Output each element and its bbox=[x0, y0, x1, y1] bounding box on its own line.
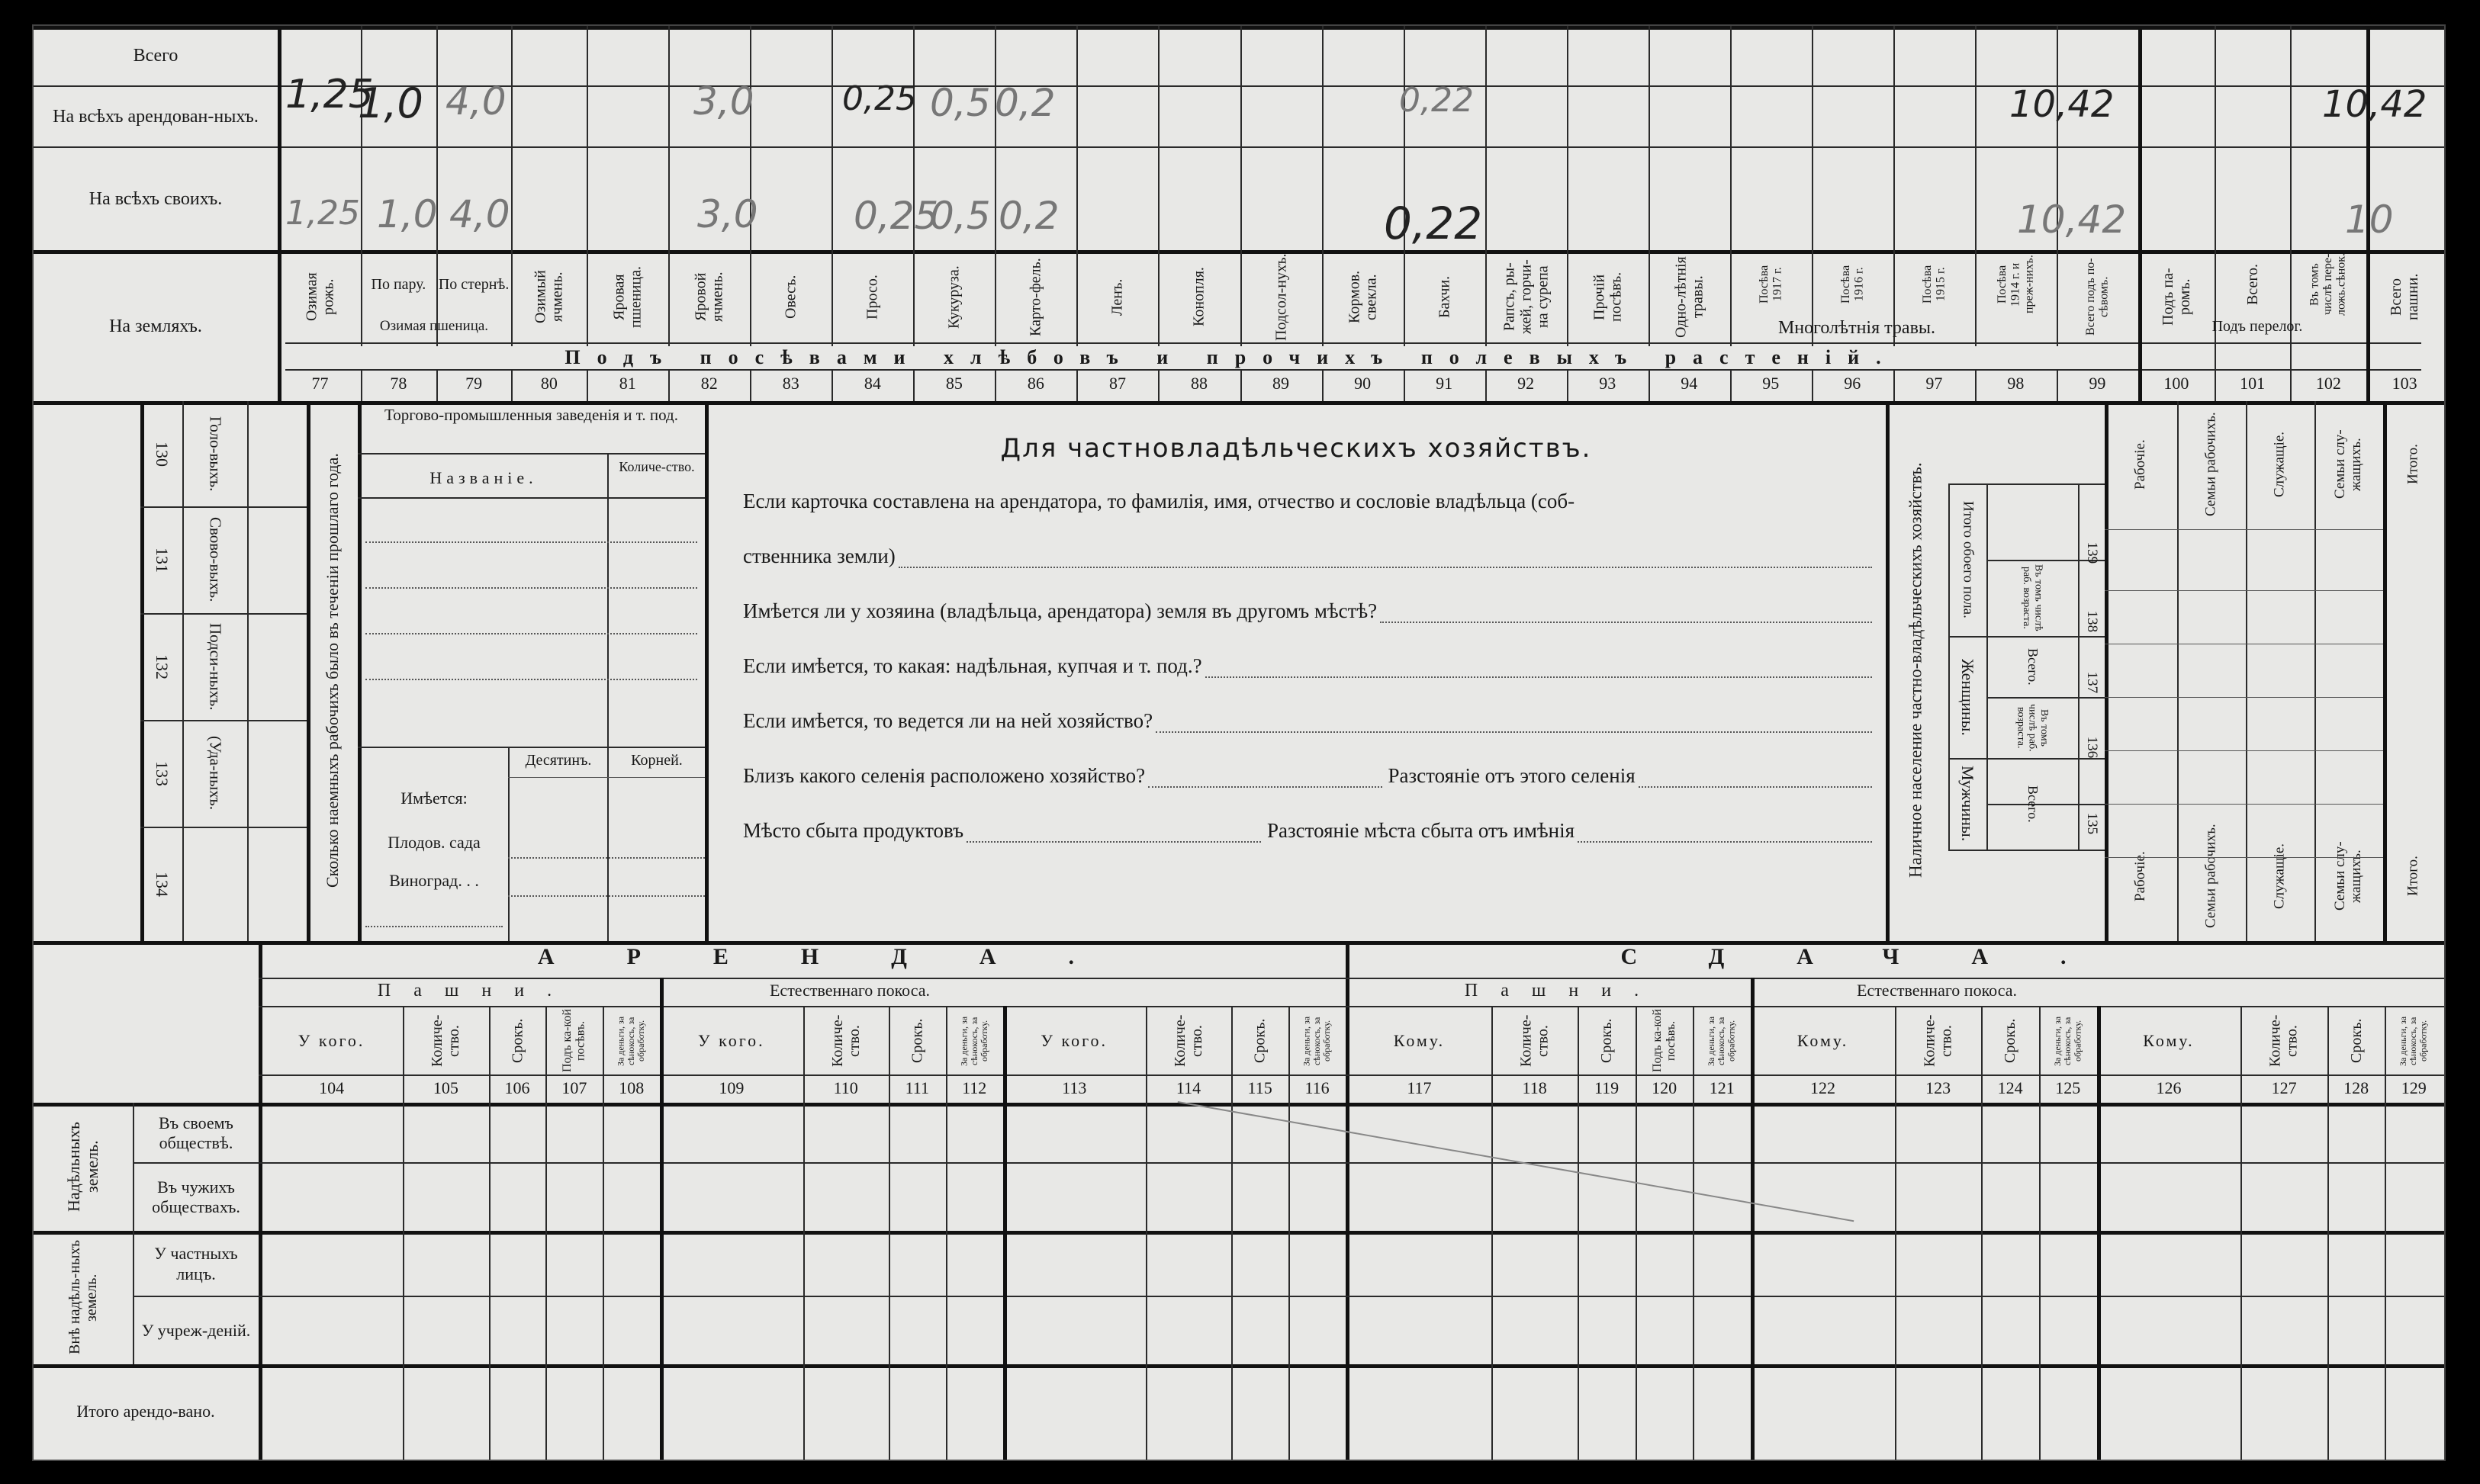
col-139: 139 bbox=[2083, 541, 2100, 564]
hand-total-77: 1,25 bbox=[285, 72, 374, 117]
lease-col-label-117: Кому. bbox=[1393, 1030, 1446, 1050]
top-col-label-89: Подсол-нухъ. bbox=[1272, 253, 1290, 341]
hand-own-84: 0,25 bbox=[854, 194, 939, 238]
lease-col-number-126: 126 bbox=[2156, 1078, 2182, 1097]
top-col-number-89: 89 bbox=[1272, 374, 1290, 393]
row-label-own: На всѣхъ своихъ. bbox=[88, 188, 223, 209]
top-col-number-86: 86 bbox=[1027, 374, 1044, 393]
men-total: Всего. bbox=[2025, 785, 2041, 823]
top-col-number-82: 82 bbox=[700, 374, 718, 393]
top-col-divider bbox=[1975, 26, 1977, 401]
group-winter-wheat: Озимая пшеница. bbox=[379, 318, 489, 334]
count-col-number-131: 131 bbox=[153, 547, 172, 573]
hand-total-84: 0,25 bbox=[842, 79, 917, 118]
lease-col-label-126: Кому. bbox=[2143, 1030, 2195, 1050]
arenda-banner: АРЕНДА. bbox=[537, 944, 1147, 969]
sdacha-banner: СДАЧА. bbox=[1620, 944, 2139, 969]
women-total: Всего. bbox=[2025, 647, 2041, 686]
lease-col-divider bbox=[1146, 1006, 1147, 1460]
trade-title: Торгово-промышленныя заведенія и т. под. bbox=[384, 406, 678, 424]
top-col-divider bbox=[1240, 26, 1242, 401]
top-col-divider bbox=[1812, 26, 1813, 401]
lease-col-label-107: Подъ ка-кой посѣвъ. bbox=[561, 1009, 587, 1073]
lease-col-label-110: Количе-ство. bbox=[828, 1014, 863, 1068]
top-col-label-94: Одно-лѣтнія травы. bbox=[1672, 256, 1706, 338]
top-col-number-83: 83 bbox=[782, 374, 799, 393]
lease-col-number-129: 129 bbox=[2401, 1078, 2427, 1097]
top-col-number-79: 79 bbox=[465, 374, 483, 393]
lease-col-label-123: Количе-ство. bbox=[1921, 1014, 1955, 1068]
lease-col-number-121: 121 bbox=[1709, 1078, 1735, 1097]
top-col-label-87: Ленъ. bbox=[1108, 278, 1126, 316]
lease-col-divider bbox=[1636, 1006, 1637, 1460]
census-card-sheet bbox=[32, 24, 2446, 1461]
top-col-number-94: 94 bbox=[1681, 374, 1698, 393]
staff-col-top-2: Служащіе. bbox=[2271, 431, 2288, 498]
lease-col-label-108: За деньги, за сѣнокосъ, за обработку. bbox=[616, 1016, 647, 1066]
top-col-number-88: 88 bbox=[1190, 374, 1208, 393]
lease-col-divider bbox=[545, 1006, 547, 1460]
hand-own-78: 1,0 bbox=[377, 192, 438, 236]
top-col-divider bbox=[587, 26, 588, 401]
top-col-label-77: Озимая рожь. bbox=[303, 272, 337, 322]
row-label-lands: На земляхъ. bbox=[109, 316, 202, 336]
private-holdings-title: Для частновладѣльческихъ хозяйствъ. bbox=[1000, 433, 1592, 464]
hand-total-78: 1,0 bbox=[358, 79, 423, 127]
top-col-label-85: Кукуруза. bbox=[945, 265, 963, 329]
lease-col-number-113: 113 bbox=[1062, 1078, 1087, 1097]
staff-col-bot-3: Семьи слу-жащихъ. bbox=[2332, 841, 2364, 911]
hand-own-91: 0,22 bbox=[1384, 198, 1483, 249]
top-col-number-90: 90 bbox=[1354, 374, 1372, 393]
count-col-number-133: 133 bbox=[153, 760, 172, 786]
staff-col-top-3: Семьи слу-жащихъ. bbox=[2332, 429, 2364, 499]
lease-col-label-122: Кому. bbox=[1796, 1030, 1849, 1050]
lease-col-number-109: 109 bbox=[719, 1078, 745, 1097]
group-fallow: Подъ перелог. bbox=[2211, 318, 2303, 335]
lease-col-divider bbox=[489, 1006, 491, 1460]
top-col-label-78: По пару. bbox=[371, 276, 426, 293]
row-institutions: У учреж-деній. bbox=[141, 1320, 251, 1340]
row-label-total: Всего bbox=[133, 45, 179, 66]
top-col-number-92: 92 bbox=[1517, 374, 1535, 393]
lease-col-divider bbox=[2039, 1006, 2041, 1460]
top-col-label-83: Овесъ. bbox=[782, 275, 799, 320]
has-label: Имѣется: bbox=[400, 789, 468, 808]
lease-col-divider bbox=[2385, 1006, 2386, 1460]
lease-col-divider bbox=[403, 1006, 404, 1460]
desyatin-header: Десятинъ. bbox=[525, 752, 592, 769]
top-col-number-100: 100 bbox=[2163, 374, 2189, 393]
lease-col-number-118: 118 bbox=[1522, 1078, 1547, 1097]
lease-col-divider bbox=[1895, 1006, 1896, 1460]
lease-col-divider bbox=[803, 1006, 805, 1460]
question-village: Близъ какого селенія расположено хозяйство? Разстояніе отъ этого селенія bbox=[743, 764, 1872, 788]
lease-col-number-116: 116 bbox=[1304, 1078, 1330, 1097]
lease-col-number-127: 127 bbox=[2271, 1078, 2297, 1097]
lease-col-number-107: 107 bbox=[561, 1078, 587, 1097]
count-col-number-130: 130 bbox=[153, 441, 172, 467]
men-workers-age: Въ томъ числѣ раб. возраста. bbox=[2015, 703, 2051, 752]
count-col-label-134 bbox=[184, 827, 246, 941]
hand-own-77: 1,25 bbox=[285, 194, 360, 233]
orchard-label: Плодов. сада bbox=[388, 833, 481, 852]
top-col-label-86: Карто-фель. bbox=[1027, 258, 1044, 336]
sowing-banner: Подъ посѣвами хлѣбовъ и прочихъ полевыхъ растеній. bbox=[354, 346, 2108, 369]
sdacha-pokos: Естественнаго покоса. bbox=[1856, 981, 2017, 1000]
lease-col-number-110: 110 bbox=[833, 1078, 858, 1097]
staff-col-bot-1: Семьи рабочихъ. bbox=[2202, 824, 2219, 929]
hand-total-79: 4,0 bbox=[445, 79, 507, 124]
staff-col-bot-0: Рабочіе. bbox=[2132, 851, 2149, 901]
staff-col-bot-4: Итого. bbox=[2404, 856, 2421, 897]
top-col-label-80: Озимый ячмень. bbox=[532, 270, 566, 324]
lease-col-label-105: Количе-ство. bbox=[429, 1014, 463, 1068]
hand-own-85: 0,5 bbox=[930, 194, 991, 238]
hand-own-79: 4,0 bbox=[449, 192, 510, 236]
lease-col-label-104: У кого. bbox=[298, 1030, 365, 1050]
lease-col-number-114: 114 bbox=[1176, 1078, 1201, 1097]
row-label-rented: На всѣхъ арендован-ныхъ. bbox=[53, 106, 259, 127]
top-col-number-80: 80 bbox=[540, 374, 558, 393]
lease-col-divider bbox=[1231, 1006, 1233, 1460]
top-col-label-102: Въ томъ числѣ пере-ложь.сѣнок. bbox=[2308, 252, 2349, 316]
lease-col-number-105: 105 bbox=[433, 1078, 458, 1097]
lease-col-label-120: Подъ ка-кой посѣвъ. bbox=[1651, 1009, 1677, 1073]
question-farming: Если имѣется, то ведется ли на ней хозяйство? bbox=[743, 709, 1872, 733]
top-col-divider bbox=[2138, 26, 2142, 401]
top-col-divider bbox=[2290, 26, 2292, 401]
top-col-divider bbox=[668, 26, 670, 401]
hand-own-103: 10 bbox=[2345, 198, 2394, 242]
lease-col-label-109: У кого. bbox=[698, 1030, 765, 1050]
lease-col-number-120: 120 bbox=[1652, 1078, 1677, 1097]
hand-total-99: 10,42 bbox=[2009, 83, 2115, 126]
top-col-label-79: По стернѣ. bbox=[438, 276, 510, 293]
men-label: Мужчины. bbox=[1958, 766, 1978, 842]
lease-col-number-112: 112 bbox=[962, 1078, 987, 1097]
staff-col-top-1: Семьи рабочихъ. bbox=[2202, 412, 2219, 517]
hand-total-85: 0,5 bbox=[930, 81, 991, 125]
top-col-divider bbox=[1485, 26, 1487, 401]
row-own-society: Въ своемъ обществѣ. bbox=[159, 1113, 233, 1152]
top-col-number-85: 85 bbox=[945, 374, 963, 393]
top-col-label-103: Всего пашни. bbox=[2388, 273, 2422, 321]
top-col-number-103: 103 bbox=[2392, 374, 2417, 393]
lease-col-divider bbox=[889, 1006, 890, 1460]
top-col-label-99: Всего подъ по-сѣвомъ. bbox=[2083, 258, 2111, 336]
top-col-label-82: Яровой ячмень. bbox=[692, 271, 726, 323]
lease-col-label-118: Количе-ство. bbox=[1517, 1014, 1552, 1068]
lease-col-number-115: 115 bbox=[1247, 1078, 1272, 1097]
top-col-label-97: Посѣва 1915 г. bbox=[1920, 265, 1948, 304]
top-col-label-100: Подъ па-ромъ. bbox=[2159, 268, 2193, 326]
lease-col-divider bbox=[1578, 1006, 1579, 1460]
question-other-land: Имѣется ли у хозяина (владѣльца, арендатора) земля въ другомъ мѣстѣ? bbox=[743, 599, 1872, 623]
lease-col-number-128: 128 bbox=[2343, 1078, 2369, 1097]
lease-col-label-111: Срокъ. bbox=[909, 1018, 926, 1064]
top-col-label-88: Конопля. bbox=[1190, 267, 1208, 327]
staff-col-top-4: Итого. bbox=[2404, 444, 2421, 485]
lease-col-label-112: За деньги, за сѣнокосъ, за обработку. bbox=[958, 1016, 989, 1066]
hand-total-86: 0,2 bbox=[995, 81, 1056, 125]
lease-col-divider bbox=[2097, 1006, 2101, 1460]
top-col-divider bbox=[511, 26, 513, 401]
arenda-pokos: Естественнаго покоса. bbox=[769, 981, 930, 1000]
col-136: 136 bbox=[2083, 736, 2100, 759]
lease-col-divider bbox=[603, 1006, 604, 1460]
top-col-number-84: 84 bbox=[864, 374, 881, 393]
lease-col-number-117: 117 bbox=[1407, 1078, 1432, 1097]
group-perennial-grasses: Многолѣтнія травы. bbox=[1777, 318, 1936, 338]
col-138: 138 bbox=[2083, 610, 2100, 633]
top-col-number-87: 87 bbox=[1108, 374, 1126, 393]
top-col-number-95: 95 bbox=[1762, 374, 1780, 393]
top-col-divider bbox=[1322, 26, 1324, 401]
top-col-label-96: Посѣва 1916 г. bbox=[1838, 265, 1866, 304]
col-137: 137 bbox=[2083, 671, 2100, 694]
lease-col-label-106: Срокъ. bbox=[509, 1018, 526, 1064]
staff-col-bot-2: Служащіе. bbox=[2271, 843, 2288, 910]
lease-col-divider bbox=[1288, 1006, 1290, 1460]
vineyard-label: Виноград. . . bbox=[389, 871, 479, 890]
group-allotment-lands: Надѣльныхъ земель. bbox=[63, 1122, 101, 1212]
hand-own-86: 0,2 bbox=[999, 194, 1060, 238]
lease-col-divider bbox=[2327, 1006, 2329, 1460]
top-col-number-102: 102 bbox=[2315, 374, 2341, 393]
lease-col-number-111: 111 bbox=[905, 1078, 929, 1097]
hand-own-82: 3,0 bbox=[697, 192, 758, 236]
lease-col-divider bbox=[1003, 1006, 1007, 1460]
top-col-divider bbox=[1893, 26, 1895, 401]
sdacha-pashni: Пашни. bbox=[1464, 981, 1662, 1001]
top-col-divider bbox=[2215, 26, 2216, 401]
trade-name-header: Названіе. bbox=[429, 468, 538, 487]
lease-col-divider bbox=[946, 1006, 947, 1460]
hand-own-99: 10,42 bbox=[2017, 198, 2127, 242]
count-col-label-131: Свово-выхъ. bbox=[206, 517, 225, 602]
top-col-number-98: 98 bbox=[2007, 374, 2025, 393]
population-label: Наличное население частно-владѣльческихъ хозяйствъ. bbox=[1906, 462, 1925, 879]
lease-col-label-119: Срокъ. bbox=[1598, 1018, 1616, 1064]
lease-col-label-128: Срокъ. bbox=[2347, 1018, 2365, 1064]
women-label: Женщины. bbox=[1958, 658, 1978, 736]
lease-col-divider bbox=[2240, 1006, 2242, 1460]
hand-total-103: 10,42 bbox=[2322, 83, 2427, 126]
trade-qty-header: Количе-ство. bbox=[619, 459, 695, 474]
count-col-label-133: (Уда-ныхъ. bbox=[206, 736, 225, 811]
lease-col-label-124: Срокъ. bbox=[2002, 1018, 2019, 1064]
question-owner-line2: ственника земли) bbox=[743, 544, 1872, 568]
lease-col-label-127: Количе-ство. bbox=[2267, 1014, 2301, 1068]
count-col-number-134: 134 bbox=[153, 871, 172, 897]
col-135: 135 bbox=[2083, 812, 2100, 835]
group-nonallotment-lands: Внѣ надѣль-ныхъ земель. bbox=[66, 1240, 100, 1355]
question-land-kind: Если имѣется, то какая: надѣльная, купчая и т. под.? bbox=[743, 654, 1872, 678]
top-col-number-97: 97 bbox=[1925, 374, 1943, 393]
lease-col-label-121: За деньги, за сѣнокосъ, за обработку. bbox=[1706, 1016, 1737, 1066]
staff-col-top-0: Рабочіе. bbox=[2132, 439, 2149, 490]
top-col-number-77: 77 bbox=[311, 374, 329, 393]
row-total-rented: Итого арендо-вано. bbox=[76, 1401, 215, 1421]
count-col-label-130: Голо-выхъ. bbox=[206, 416, 225, 492]
top-col-number-101: 101 bbox=[2240, 374, 2266, 393]
top-col-divider bbox=[1158, 26, 1160, 401]
korney-header: Корней. bbox=[631, 752, 683, 769]
lease-col-label-125: За деньги, за сѣнокосъ, за обработку. bbox=[2051, 1016, 2083, 1066]
top-col-divider bbox=[1076, 26, 1078, 401]
top-col-divider bbox=[831, 26, 833, 401]
lease-col-number-123: 123 bbox=[1925, 1078, 1951, 1097]
top-col-label-95: Посѣва 1917 г. bbox=[1757, 265, 1784, 304]
lease-col-number-106: 106 bbox=[504, 1078, 530, 1097]
lease-col-label-115: Срокъ. bbox=[1251, 1018, 1269, 1064]
top-col-label-101: Всего. bbox=[2244, 263, 2261, 306]
lease-col-number-124: 124 bbox=[1997, 1078, 2023, 1097]
top-col-number-91: 91 bbox=[1436, 374, 1453, 393]
top-col-label-93: Прочій посѣвъ. bbox=[1591, 271, 1625, 323]
top-col-number-78: 78 bbox=[390, 374, 407, 393]
top-col-divider bbox=[1649, 26, 1650, 401]
lease-col-number-119: 119 bbox=[1594, 1078, 1620, 1097]
top-col-divider bbox=[1730, 26, 1732, 401]
count-col-label-132: Подси-ныхъ. bbox=[206, 622, 225, 711]
top-col-label-91: Бахчи. bbox=[1436, 275, 1453, 319]
top-col-number-93: 93 bbox=[1599, 374, 1616, 393]
top-col-label-84: Просо. bbox=[864, 275, 881, 320]
lease-col-number-122: 122 bbox=[1810, 1078, 1836, 1097]
lease-col-number-104: 104 bbox=[319, 1078, 345, 1097]
lease-col-label-116: За деньги, за сѣнокосъ, за обработку. bbox=[1301, 1016, 1333, 1066]
hand-total-82: 3,0 bbox=[693, 79, 754, 124]
lease-col-divider bbox=[1693, 1006, 1694, 1460]
question-owner-line1: Если карточка составлена на арендатора, то фамилія, имя, отчество и сословіе владѣльца (соб- bbox=[743, 490, 1575, 512]
count-col-number-132: 132 bbox=[153, 654, 172, 679]
top-col-label-92: Рапсъ, ры-жей, горчи-на сурепа bbox=[1501, 259, 1552, 335]
row-private-persons: У частныхъ лицъ. bbox=[154, 1244, 238, 1283]
arenda-pashni: Пашни. bbox=[377, 981, 575, 1001]
top-col-divider bbox=[1567, 26, 1568, 401]
top-col-label-81: Яровая пшеница. bbox=[610, 266, 645, 328]
hand-total-91: 0,22 bbox=[1399, 81, 1474, 120]
lease-col-divider bbox=[1981, 1006, 1983, 1460]
top-col-label-90: Кормов. свекла. bbox=[1346, 270, 1380, 324]
hired-workers-label: Сколько наемныхъ рабочихъ было въ теченіи прошлаго года. bbox=[322, 453, 342, 888]
lease-col-label-113: У кого. bbox=[1041, 1030, 1108, 1050]
total-both-sexes: Итого обоего пола. bbox=[1960, 501, 1977, 618]
lease-col-number-125: 125 bbox=[2055, 1078, 2081, 1097]
women-workers-age: Въ томъ числѣ раб. возраста. bbox=[2021, 564, 2044, 631]
top-col-label-98: Посѣва 1914 г. и преж-нихъ. bbox=[1995, 255, 2036, 314]
question-market: Мѣсто сбыта продуктовъ Разстояніе мѣста сбыта отъ имѣнія bbox=[743, 819, 1872, 843]
lease-col-label-129: За деньги, за сѣнокосъ, за обработку. bbox=[2398, 1016, 2429, 1066]
lease-col-number-108: 108 bbox=[619, 1078, 645, 1097]
lease-col-divider bbox=[1491, 1006, 1493, 1460]
lease-col-label-114: Количе-ство. bbox=[1172, 1014, 1206, 1068]
top-col-number-81: 81 bbox=[619, 374, 636, 393]
top-col-number-99: 99 bbox=[2089, 374, 2106, 393]
top-col-number-96: 96 bbox=[1844, 374, 1861, 393]
row-other-society: Въ чужихъ обществахъ. bbox=[152, 1177, 240, 1216]
